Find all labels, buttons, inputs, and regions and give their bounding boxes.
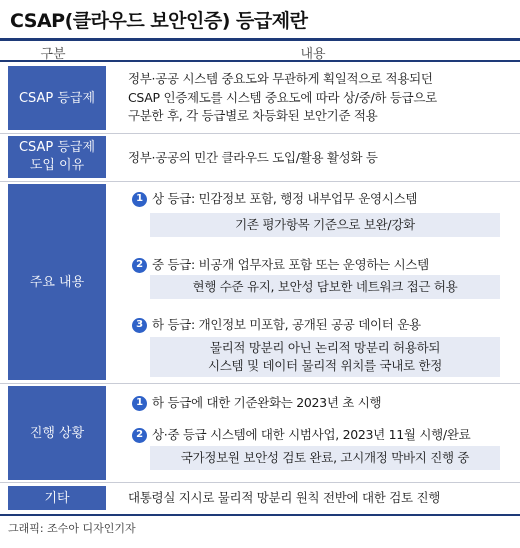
item-text: 하 등급: 개인정보 미포함, 공개된 공공 데이터 운용 (152, 317, 421, 332)
category-label: CSAP 등급제 (18, 90, 96, 106)
detail-text: 기존 평가항목 기준으로 보완/강화 (235, 217, 415, 232)
number-badge: 1 (132, 396, 147, 411)
number-badge: 3 (132, 318, 147, 333)
text-line: 정부·공공 시스템 중요도와 무관하게 획일적으로 적용되던 (128, 71, 433, 86)
page-title: CSAP(클라우드 보안인증) 등급제란 (10, 10, 308, 32)
item-text: 상·중 등급 시스템에 대한 시범사업, 2023년 11월 시행/완료 (152, 427, 471, 442)
detail-text: 시스템 및 데이터 물리적 위치를 국내로 한정 (208, 358, 442, 373)
list-item (132, 394, 381, 412)
graphic-credit: 그래픽: 조수아 디자인기자 (8, 522, 136, 535)
number-badge: 2 (132, 258, 147, 273)
detail-box (150, 213, 500, 237)
header-category: 구분 (40, 47, 66, 62)
detail-text: 국가정보원 보안성 검토 완료, 고시개정 막바지 진행 중 (180, 450, 470, 465)
list-item (132, 190, 417, 208)
list-item (132, 426, 470, 444)
detail-box (150, 337, 500, 377)
category-label: CSAP 등급제 (18, 140, 96, 155)
list-item (132, 256, 429, 274)
header-content: 내용 (300, 47, 326, 62)
row-divider (0, 383, 520, 384)
text-line: 구분한 후, 각 등급별로 차등화된 보안기준 적용 (128, 108, 378, 123)
category-label: 도입 이유 (29, 158, 85, 173)
row-divider (0, 181, 520, 182)
category-adoption-reason (8, 136, 106, 178)
row-divider (0, 133, 520, 134)
csap-grade-description (128, 70, 437, 126)
item-text: 하 등급에 대한 기준완화는 2023년 초 시행 (152, 395, 382, 410)
etc-text: 대통령실 지시로 물리적 망분리 원칙 전반에 대한 검토 진행 (128, 490, 440, 505)
adoption-reason-text: 정부·공공의 민간 클라우드 도입/활용 활성화 등 (128, 150, 378, 165)
category-progress (8, 386, 106, 480)
list-item (132, 316, 421, 334)
table-header (0, 38, 520, 62)
category-label: 진행 상황 (29, 425, 85, 441)
item-text: 상 등급: 민감정보 포함, 행정 내부업무 운영시스템 (152, 191, 418, 206)
text-line: CSAP 인증제도를 시스템 중요도에 따라 상/중/하 등급으로 (128, 89, 437, 105)
category-csap-grade (8, 66, 106, 130)
number-badge: 1 (132, 192, 147, 207)
detail-box (150, 446, 500, 470)
item-text: 중 등급: 비공개 업무자료 포함 또는 운영하는 시스템 (152, 257, 429, 272)
row-divider (0, 482, 520, 483)
category-label: 기타 (44, 490, 70, 506)
category-label: 주요 내용 (29, 274, 85, 290)
category-main-content (8, 184, 106, 380)
detail-text: 현행 수준 유지, 보안성 담보한 네트워크 접근 허용 (192, 279, 458, 294)
detail-box (150, 275, 500, 299)
table-bottom-rule (0, 514, 520, 516)
detail-text: 물리적 망분리 아닌 논리적 망분리 허용하되 (209, 340, 441, 355)
number-badge: 2 (132, 428, 147, 443)
category-etc (8, 486, 106, 510)
